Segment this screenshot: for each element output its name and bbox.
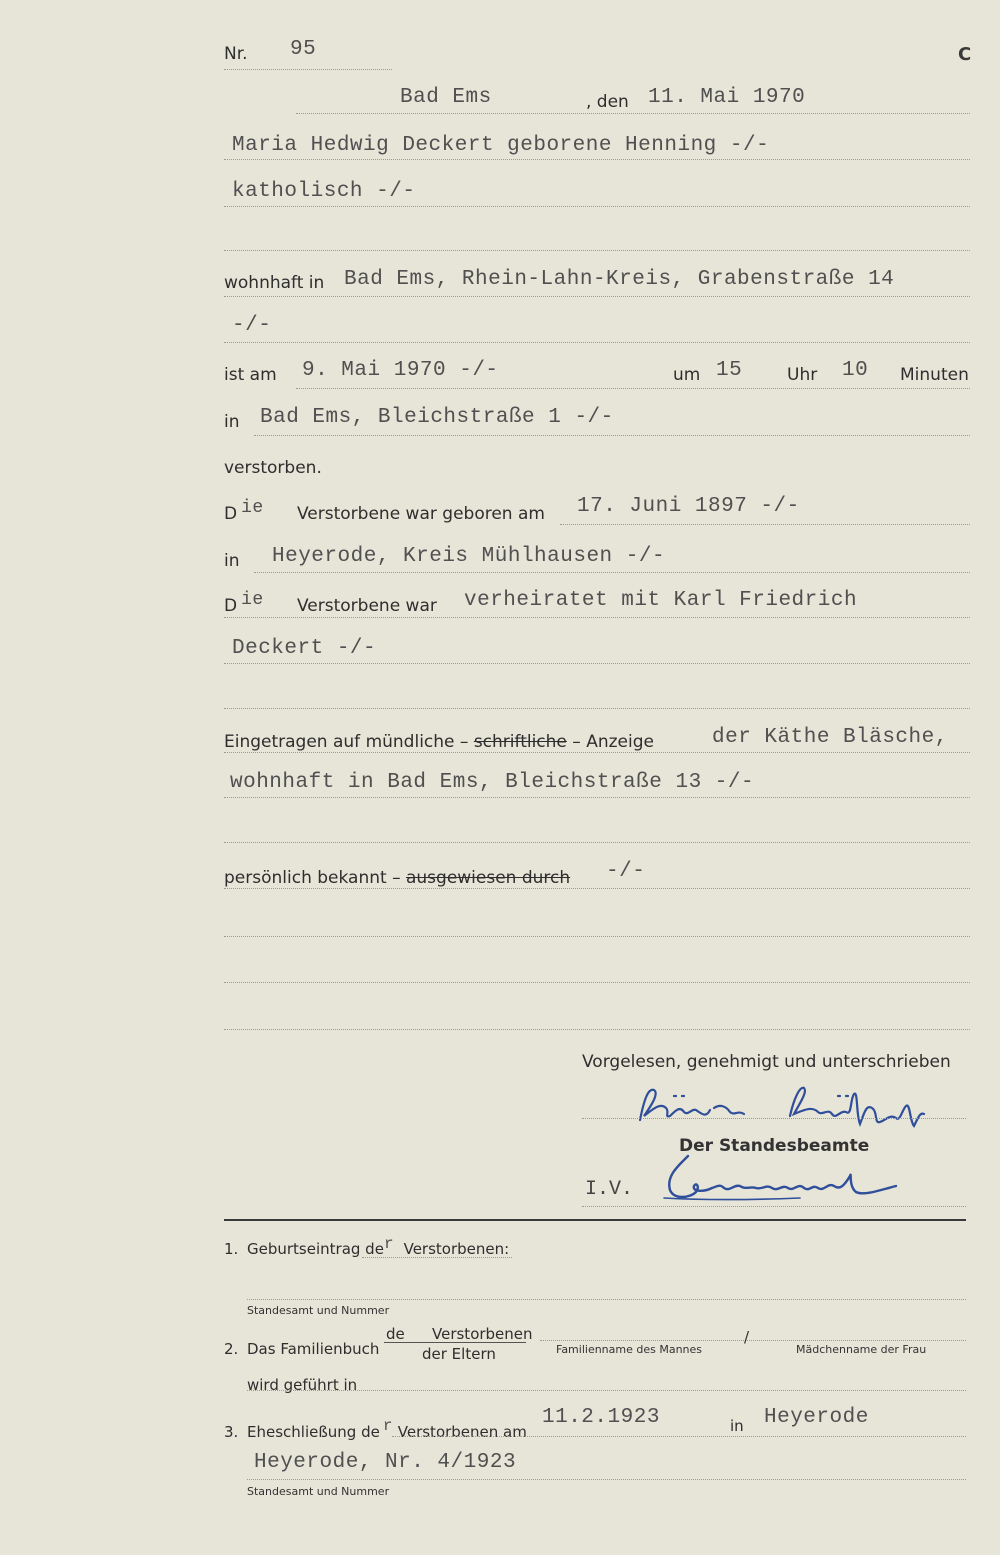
kept-in-label: wird geführt in — [247, 1376, 358, 1394]
place: Bad Ems — [400, 86, 492, 109]
blank-line-2 — [224, 708, 970, 709]
signature-line-2 — [582, 1206, 966, 1207]
marriage-line — [224, 617, 970, 618]
corner-letter: C — [958, 44, 972, 65]
item3-num: 3. — [224, 1423, 239, 1441]
item2-line — [540, 1340, 966, 1341]
reporter: der Käthe Bläsche, — [712, 726, 948, 749]
known-label: persönlich bekannt – ausgewiesen durch — [224, 868, 571, 888]
birth-place: Heyerode, Kreis Mühlhausen -/- — [272, 545, 666, 568]
known-line — [224, 888, 970, 889]
known-struck: ausgewiesen durch — [405, 868, 571, 888]
reporter-line — [224, 752, 970, 753]
marriage-d-label: D ie — [224, 590, 264, 616]
official-signature — [660, 1146, 910, 1206]
item3-office: Heyerode, Nr. 4/1923 — [254, 1451, 517, 1474]
born-label: Verstorbene war geboren am — [297, 504, 545, 524]
item3-office-line — [247, 1479, 966, 1480]
marriage-text: verheiratet mit Karl Friedrich — [464, 589, 858, 612]
blank-line-1 — [224, 250, 970, 251]
religion: katholisch -/- — [232, 180, 416, 203]
kept-in-line — [247, 1390, 966, 1391]
um-label: um — [673, 365, 701, 385]
blank-line-6 — [224, 1029, 970, 1030]
official-label: Der Standesbeamte — [679, 1136, 870, 1156]
religion-line — [224, 206, 970, 207]
nr-line — [224, 69, 392, 70]
birth-date-line — [560, 524, 970, 525]
nr-value: 95 — [290, 38, 317, 61]
iv-label: I.V. — [585, 1178, 634, 1201]
signature-line-1 — [582, 1118, 966, 1119]
item3-date: 11.2.1923 — [542, 1406, 660, 1429]
family-name-husband: Familienname des Mannes — [556, 1343, 703, 1356]
report-label: Eingetragen auf mündliche – schriftliche – Anzeige — [224, 732, 654, 752]
item1-ending: r — [383, 1235, 395, 1253]
item2-top: Verstorbenen — [432, 1325, 533, 1343]
residence-line-2 — [224, 342, 970, 343]
date-label: , den — [586, 92, 629, 112]
birth-in-label: in — [224, 551, 240, 571]
reporter-line-2 — [224, 797, 970, 798]
residence-line — [224, 296, 970, 297]
verstorben-label: verstorben. — [224, 458, 322, 478]
item2-top-de: de — [386, 1325, 405, 1343]
item3-place: Heyerode — [764, 1406, 869, 1429]
residence: Bad Ems, Rhein-Lahn-Kreis, Grabenstraße 14 — [344, 268, 895, 291]
item3-in: in — [730, 1417, 744, 1435]
item2-label: Das Familienbuch — [247, 1340, 380, 1358]
marriage-d-ending: ie — [241, 590, 264, 610]
birth-d-label: D ie — [224, 498, 264, 524]
item1-line — [362, 1257, 512, 1258]
death-date-line — [296, 388, 970, 389]
section-divider — [224, 1219, 966, 1221]
item2-fraction-line — [384, 1342, 526, 1343]
item2-bottom: der Eltern — [422, 1345, 496, 1363]
item3-label: Eheschließung de r Verstorbenen am — [247, 1417, 527, 1441]
birth-d-ending: ie — [241, 498, 264, 518]
office-number-label-2: Standesamt und Nummer — [247, 1485, 390, 1498]
uhr-label: Uhr — [787, 365, 818, 385]
blank-line-3 — [224, 842, 970, 843]
death-place-line — [254, 435, 970, 436]
known-value: -/- — [606, 860, 646, 883]
item1-label: Geburtseintrag der Verstorbenen: — [247, 1235, 510, 1258]
item3-line — [392, 1436, 966, 1437]
person-name: Maria Hedwig Deckert geborene Henning -/- — [232, 134, 770, 157]
report-struck: schriftliche — [473, 732, 567, 752]
residence-cont: -/- — [232, 314, 272, 337]
blank-line-5 — [224, 982, 970, 983]
marriage-text-cont: Deckert -/- — [232, 637, 377, 660]
death-date: 9. Mai 1970 -/- — [302, 359, 499, 382]
death-in-label: in — [224, 412, 240, 432]
item3-ending: r — [382, 1417, 393, 1435]
maiden-name-wife: Mädchenname der Frau — [796, 1343, 927, 1356]
blank-line-4 — [224, 936, 970, 937]
death-hour: 15 — [716, 359, 743, 382]
item1-entry-line — [247, 1299, 966, 1300]
nr-label: Nr. — [224, 44, 248, 64]
declarant-signature — [634, 1080, 934, 1130]
name-line — [224, 159, 970, 160]
death-minutes: 10 — [842, 359, 869, 382]
names-slash: / — [744, 1328, 750, 1346]
date-value: 11. Mai 1970 — [648, 86, 806, 109]
date-line — [296, 113, 970, 114]
reporter-cont: wohnhaft in Bad Ems, Bleichstraße 13 -/- — [230, 771, 755, 794]
item1-num: 1. — [224, 1240, 239, 1258]
birth-date: 17. Juni 1897 -/- — [577, 495, 800, 518]
read-approved-label: Vorgelesen, genehmigt und unterschrieben — [582, 1052, 951, 1072]
residence-label: wohnhaft in — [224, 273, 325, 293]
office-number-label-1: Standesamt und Nummer — [247, 1304, 390, 1317]
death-place: Bad Ems, Bleichstraße 1 -/- — [260, 406, 614, 429]
marriage-label: Verstorbene war — [297, 596, 437, 616]
minuten-label: Minuten — [900, 365, 969, 385]
death-date-label: ist am — [224, 365, 277, 385]
birth-place-line — [254, 572, 970, 573]
marriage-line-2 — [224, 663, 970, 664]
item2-num: 2. — [224, 1340, 239, 1358]
